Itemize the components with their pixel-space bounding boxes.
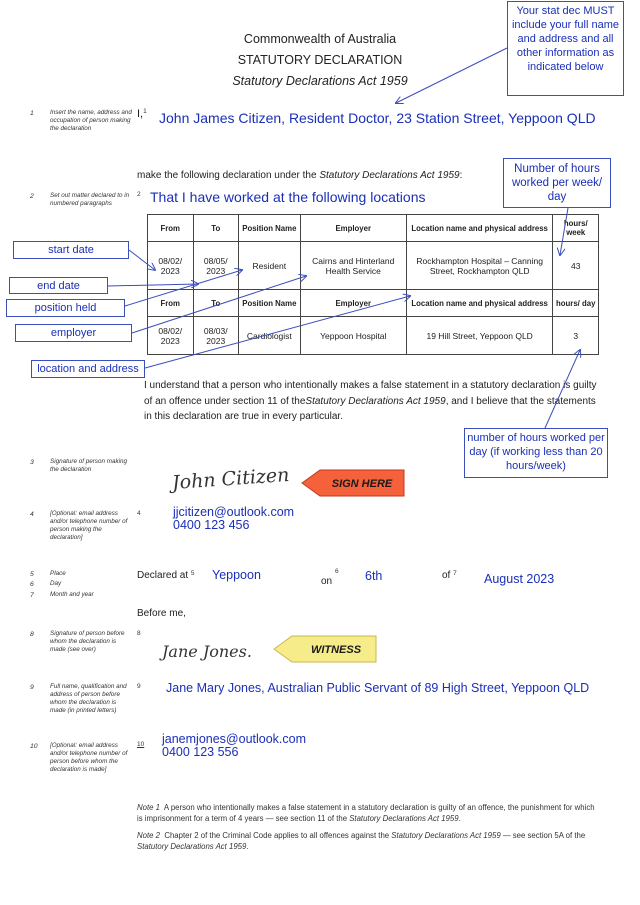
table-cell: Resident [239,242,301,290]
declarant-sup: 1 [143,108,147,115]
declared-of-text: of [442,570,451,581]
table-cell: 08/05/ 2023 [193,242,239,290]
table-cell: 08/02/ 2023 [148,317,194,355]
table-header-cell: Position Name [239,290,301,317]
table-cell: 08/03/ 2023 [193,317,239,355]
margin-number-3: 3 [30,459,34,466]
note-1-label: Note 1 [137,803,160,812]
margin-note-6: Day [50,580,62,587]
work-table-1 [147,214,599,355]
header-act: Statutory Declarations Act 1959 [232,74,408,88]
understand-text: I understand that a person who intentionally makes a false statement in a statutory declaration is guilty of an offence under section 11 of the [144,380,597,407]
callout-end-date: end date [9,277,108,294]
table-header-cell: From [148,215,194,242]
witness-phone: 0400 123 556 [162,745,239,759]
header-title: STATUTORY DECLARATION [237,53,403,67]
table-cell: Yeppoon Hospital [300,317,406,355]
table-header-cell: To [193,215,239,242]
sign-here-label: SIGN HERE [331,478,393,490]
note-1-act: Statutory Declarations Act 1959 [349,814,459,823]
witness-tag [272,634,378,664]
witness-contact [162,733,306,759]
declared-sup6: 6 [335,568,339,575]
declared-at-text: Declared at [137,570,189,581]
witness-signature: Jane Jones. [162,642,252,661]
intro-act: Statutory Declarations Act 1959 [319,170,460,181]
understand-tail: , and I believe that the statements in this declaration are true in every particular. [144,395,596,422]
margin-number-6: 6 [30,581,34,588]
table-row [148,317,599,355]
callout-hours-week: Number of hours worked per week/ day [503,158,611,208]
witness-name: Jane Mary Jones, Australian Public Servant of 89 High Street, Yeppoon QLD [166,681,590,695]
declared-sup7: 7 [453,570,457,577]
witness-sup: 8 [137,630,141,637]
margin-note-1: Insert the name, address and occupation of person making the declaration [50,109,132,132]
margin-number-8: 8 [30,631,34,638]
note-2-end: . [246,842,249,851]
intro-colon: : [459,170,463,181]
note-2-mid: — see section 5A of the [500,831,586,840]
callout-position-held: position held [6,299,125,317]
table-cell: 08/02/ 2023 [148,242,194,290]
matter-sup: 2 [137,191,141,198]
table-header-cell: Location name and physical address [406,290,553,317]
declared-sup5: 5 [190,570,195,577]
declarant-contact [173,506,294,532]
table-header-cell: Position Name [239,215,301,242]
margin-number-10: 10 [30,743,38,750]
note-2-text: Chapter 2 of the Criminal Code applies to all offences against the [164,831,392,840]
declaration-intro [137,170,462,181]
callout-hours-day: number of hours worked per day (if working less than 20 hours/week) [464,428,608,478]
declarant-i: I, [137,108,144,120]
witness-email: janemjones@outlook.com [162,732,307,746]
table-row [148,242,599,290]
contact-sup: 4 [137,510,141,517]
declared-place: Yeppoon [212,568,261,582]
callout-start-date: start date [13,241,129,259]
table-header-cell: Location name and physical address [406,215,553,242]
table-cell: Cardiologist [239,317,301,355]
note-1-text: A person who intentionally makes a false statement in a statutory declaration is guilty of an offence, the punishment for which is imprisonment for a term of 4 years — see section 11 of the [137,803,595,823]
table-header-cell: Employer [300,215,406,242]
margin-number-4: 4 [30,511,34,518]
witness-tag-label: WITNESS [310,644,362,656]
matter-value: That I have worked at the following locations [150,189,426,205]
declarant-signature: John Citizen [171,463,291,495]
margin-note-4: [Optional: email address and/or telephone number of person making the declaration] [50,510,128,541]
note-2-act: Statutory Declarations Act 1959 [391,831,501,840]
callout-must-include: Your stat dec MUST include your full name and address and all other information as indicated below [507,1,624,96]
margin-note-8: Signature of person before whom the declaration is made (see over) [50,630,125,653]
margin-number-7: 7 [30,592,34,599]
margin-note-5: Place [50,570,66,577]
header-commonwealth: Commonwealth of Australia [243,32,397,46]
margin-note-9: Full name, qualification and address of person before whom the declaration is made (in printed letters) [50,683,127,714]
declarant-prefix [137,108,147,120]
margin-number-5: 5 [30,571,34,578]
declared-of [442,570,457,581]
table-cell: 43 [553,242,599,290]
table-cell: 19 Hill Street, Yeppoon QLD [406,317,553,355]
declared-month-year: August 2023 [484,572,555,586]
table-header-row [148,290,599,317]
margin-number-1: 1 [30,110,34,117]
table-header-cell: hours/ week [553,215,599,242]
table-header-cell: From [148,290,194,317]
table-header-cell: To [193,290,239,317]
margin-note-2: Set out matter declared to in numbered paragraphs [50,192,130,207]
understand-paragraph [144,378,604,425]
understand-act: Statutory Declarations Act 1959 [305,395,446,407]
table-cell: 3 [553,317,599,355]
declared-day: 6th [365,569,383,583]
table-header-cell: hours/ day [553,290,599,317]
margin-number-9: 9 [30,684,34,691]
declared-on: on [321,576,333,587]
declared-label [137,570,195,581]
callout-employer: employer [15,324,132,342]
table-cell: Cairns and Hinterland Health Service [300,242,406,290]
table-header-row [148,215,599,242]
intro-text: make the following declaration under the [137,170,320,181]
margin-note-7: Month and year [50,591,94,598]
margin-note-3: Signature of person making the declaration [50,458,128,473]
margin-note-10: [Optional: email address and/or telephone number of person before whom the declaration is made] [50,742,128,773]
note-2 [137,830,607,852]
table-cell: Rockhampton Hospital – Canning Street, Rockhampton QLD [406,242,553,290]
witness-contact-sup: 10 [137,741,145,748]
note-2-label: Note 2 [137,831,160,840]
declarant-phone: 0400 123 456 [173,518,250,532]
witness-name-sup: 9 [137,683,141,690]
before-me: Before me, [137,608,186,619]
margin-number-2: 2 [30,193,34,200]
note-1-end: . [458,814,461,823]
note-2-act2: Statutory Declarations Act 1959 [137,842,247,851]
callout-location: location and address [31,360,145,378]
declarant-email: jjcitizen@outlook.com [173,505,295,519]
sign-here-tag [300,468,406,498]
note-1 [137,802,597,824]
declarant-value: John James Citizen, Resident Doctor, 23 Station Street, Yeppoon QLD [159,110,596,126]
table-header-cell: Employer [300,290,406,317]
